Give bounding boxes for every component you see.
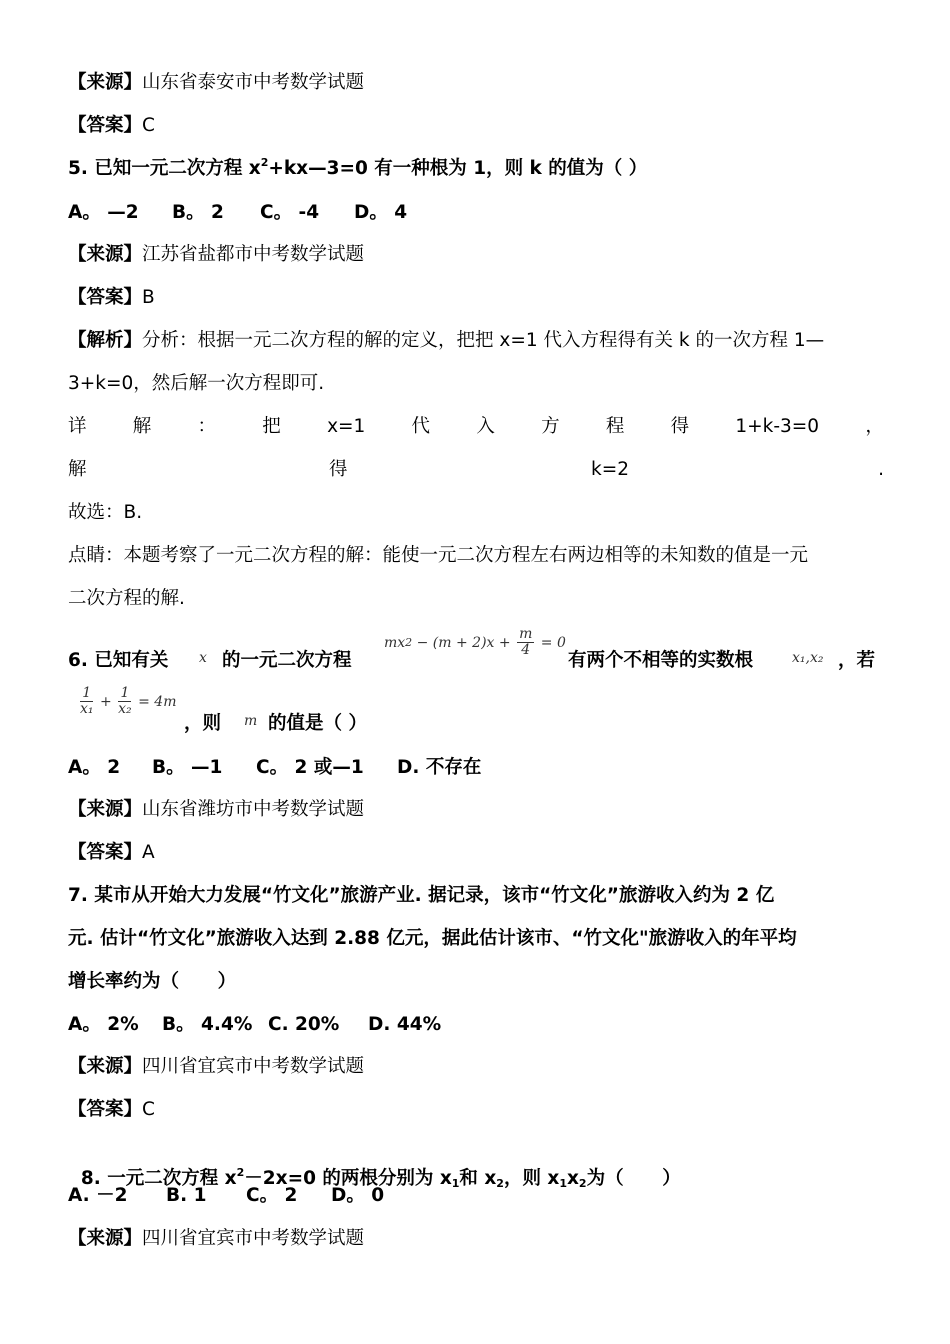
q6-stem-e: ，则 — [184, 713, 222, 734]
detail-word: 程 — [605, 416, 625, 437]
option-a: A。 —2 — [68, 202, 139, 223]
option-d: D。 4 — [354, 202, 408, 223]
solve-word: k=2 — [591, 459, 629, 480]
detail-word: 得 — [670, 416, 690, 437]
source-text: 四川省宜宾市中考数学试题 — [142, 1228, 365, 1249]
source-text: 江苏省盐都市中考数学试题 — [142, 244, 365, 265]
option-c: C。 -4 — [260, 202, 320, 223]
option-a: A。 2 — [68, 757, 121, 778]
answer-label: 【答案】 — [68, 287, 143, 308]
q8-stem-part: x — [566, 1168, 579, 1189]
q8-stem-part: 8. 一元二次方程 x — [80, 1168, 237, 1189]
subscript: 2 — [578, 1177, 587, 1190]
q5-stem-part: 5. 已知一元二次方程 x — [68, 158, 261, 179]
q6-answer-line — [68, 840, 155, 866]
q5-options — [68, 200, 407, 226]
answer-text: A — [142, 842, 155, 863]
quadratic-equation: mx 2 − (m + 2)x + $\frac{m}{4}$ = 0 — [384, 626, 566, 658]
q5-analysis-line-2: 3+k=0，然后解一次方程即可. — [68, 373, 325, 394]
detail-word: 详 — [68, 416, 87, 437]
detail-word: ： — [197, 416, 217, 437]
eq-part: = 4m — [133, 693, 177, 710]
option-c: C。 2 或—1 — [256, 757, 364, 778]
option-d: D. 44% — [368, 1014, 442, 1035]
var-m: m — [244, 713, 258, 729]
source-text: 山东省泰安市中考数学试题 — [142, 72, 365, 93]
subscript: 1 — [451, 1177, 460, 1190]
answer-text: C — [142, 1099, 155, 1120]
q5-analysis-line-1 — [68, 328, 824, 354]
q5-comment-line-1: 点睛：本题考察了一元二次方程的解：能使一元二次方程左右两边相等的未知数的值是一元 — [68, 545, 809, 566]
denominator: x₁ — [80, 701, 94, 717]
q6-source-line — [68, 797, 364, 823]
subscript: 1 — [559, 1177, 567, 1190]
detail-word: 把 — [262, 416, 281, 437]
fraction — [118, 686, 132, 717]
q8-stem-part: 和 x — [459, 1168, 497, 1189]
option-c: C。 2 — [246, 1185, 298, 1206]
eq-part: = 0 — [536, 634, 566, 651]
option-d: D. 不存在 — [397, 757, 482, 778]
answer-label: 【答案】 — [68, 842, 143, 863]
detail-word: 解 — [132, 416, 152, 437]
fraction — [517, 627, 534, 658]
solve-word: . — [878, 459, 884, 480]
q7-stem-line-3: 增长率约为（ ） — [68, 971, 237, 992]
q5-source-line — [68, 242, 364, 268]
q4-answer-line — [68, 113, 155, 139]
detail-word: 方 — [541, 416, 560, 437]
q5-solve-line — [68, 457, 884, 483]
superscript: 2 — [236, 1166, 245, 1179]
option-b: B. 1 — [166, 1185, 207, 1206]
q8-stem-part: ，则 x — [503, 1168, 560, 1189]
source-text: 山东省潍坊市中考数学试题 — [142, 799, 365, 820]
q8-stem-part: －2x=0 的两根分别为 x — [244, 1168, 452, 1189]
detail-word: x=1 — [327, 416, 366, 437]
roots: x₁,x₂ — [792, 650, 824, 666]
option-b: B。 4.4% — [162, 1014, 253, 1035]
option-c: C. 20% — [268, 1014, 340, 1035]
subscript: 2 — [496, 1177, 504, 1190]
eq-part: + — [95, 693, 117, 710]
q7-answer-line — [68, 1097, 155, 1123]
source-label: 【来源】 — [68, 799, 143, 820]
q5-stem-part: +kx—3=0 有一种根为 1，则 k 的值为（ ） — [268, 158, 648, 179]
q6-stem-a: 6. 已知有关 — [68, 650, 169, 671]
detail-word: 代 — [411, 416, 431, 437]
q7-options — [68, 1012, 441, 1038]
q4-source-line — [68, 70, 364, 96]
q6-stem-d: ，若 — [838, 650, 876, 671]
superscript: 2 — [260, 156, 269, 169]
q7-stem-line-1: 7. 某市从开始大力发展“竹文化”旅游产业. 据记录，该市“竹文化”旅游收入约为 2 亿 — [68, 885, 775, 906]
denominator: x₂ — [118, 701, 132, 717]
answer-text: C — [142, 115, 155, 136]
option-b: B。 —1 — [152, 757, 223, 778]
fraction — [80, 686, 94, 717]
q6-stem-f: 的值是（ ） — [268, 713, 367, 734]
q6-stem-b: 的一元二次方程 — [222, 650, 352, 671]
option-b: B。 2 — [172, 202, 224, 223]
answer-text: B — [142, 287, 155, 308]
source-label: 【来源】 — [68, 244, 143, 265]
q5-comment-line-2: 二次方程的解. — [68, 588, 185, 609]
option-d: D。 0 — [331, 1185, 385, 1206]
eq-part: − (m + 2)x + — [412, 634, 516, 651]
q7-stem-line-2: 元. 估计“竹文化”旅游收入达到 2.88 亿元，据此估计该市、“竹文化"旅游收入的年平均 — [68, 928, 797, 949]
source-label: 【来源】 — [68, 72, 143, 93]
q8-source-line — [68, 1226, 364, 1252]
source-label: 【来源】 — [68, 1056, 143, 1077]
detail-word: 入 — [476, 416, 495, 437]
q8-options — [68, 1183, 384, 1209]
q8-stem-part: 为（ ） — [586, 1168, 681, 1189]
numerator: m — [519, 626, 533, 642]
q5-detail-line — [68, 414, 884, 440]
option-a: A。 2% — [68, 1014, 139, 1035]
q5-choose-line: 故选：B. — [68, 502, 143, 523]
q6-stem-c: 有两个不相等的实数根 — [568, 650, 754, 671]
answer-label: 【答案】 — [68, 1099, 143, 1120]
detail-word: 1+k-3=0 — [735, 416, 820, 437]
q5-answer-line — [68, 285, 155, 311]
denominator: 4 — [521, 642, 531, 658]
detail-word: ， — [865, 416, 884, 437]
answer-label: 【答案】 — [68, 115, 143, 136]
reciprocal-equation — [78, 686, 177, 717]
numerator: 1 — [82, 685, 92, 701]
solve-word: 解 — [68, 459, 87, 480]
solve-word: 得 — [329, 459, 348, 480]
source-label: 【来源】 — [68, 1228, 143, 1249]
q6-options — [68, 755, 481, 781]
option-a: A. －2 — [68, 1185, 128, 1206]
source-text: 四川省宜宾市中考数学试题 — [142, 1056, 365, 1077]
q7-source-line — [68, 1054, 364, 1080]
numerator: 1 — [120, 685, 130, 701]
q5-stem — [68, 156, 647, 182]
analysis-label: 【解析】 — [68, 330, 143, 351]
var-x: x — [199, 650, 207, 666]
analysis-text: 分析：根据一元二次方程的解的定义，把把 x=1 代入方程得有关 k 的一次方程 1— — [142, 330, 825, 351]
eq-part: mx — [384, 634, 406, 651]
